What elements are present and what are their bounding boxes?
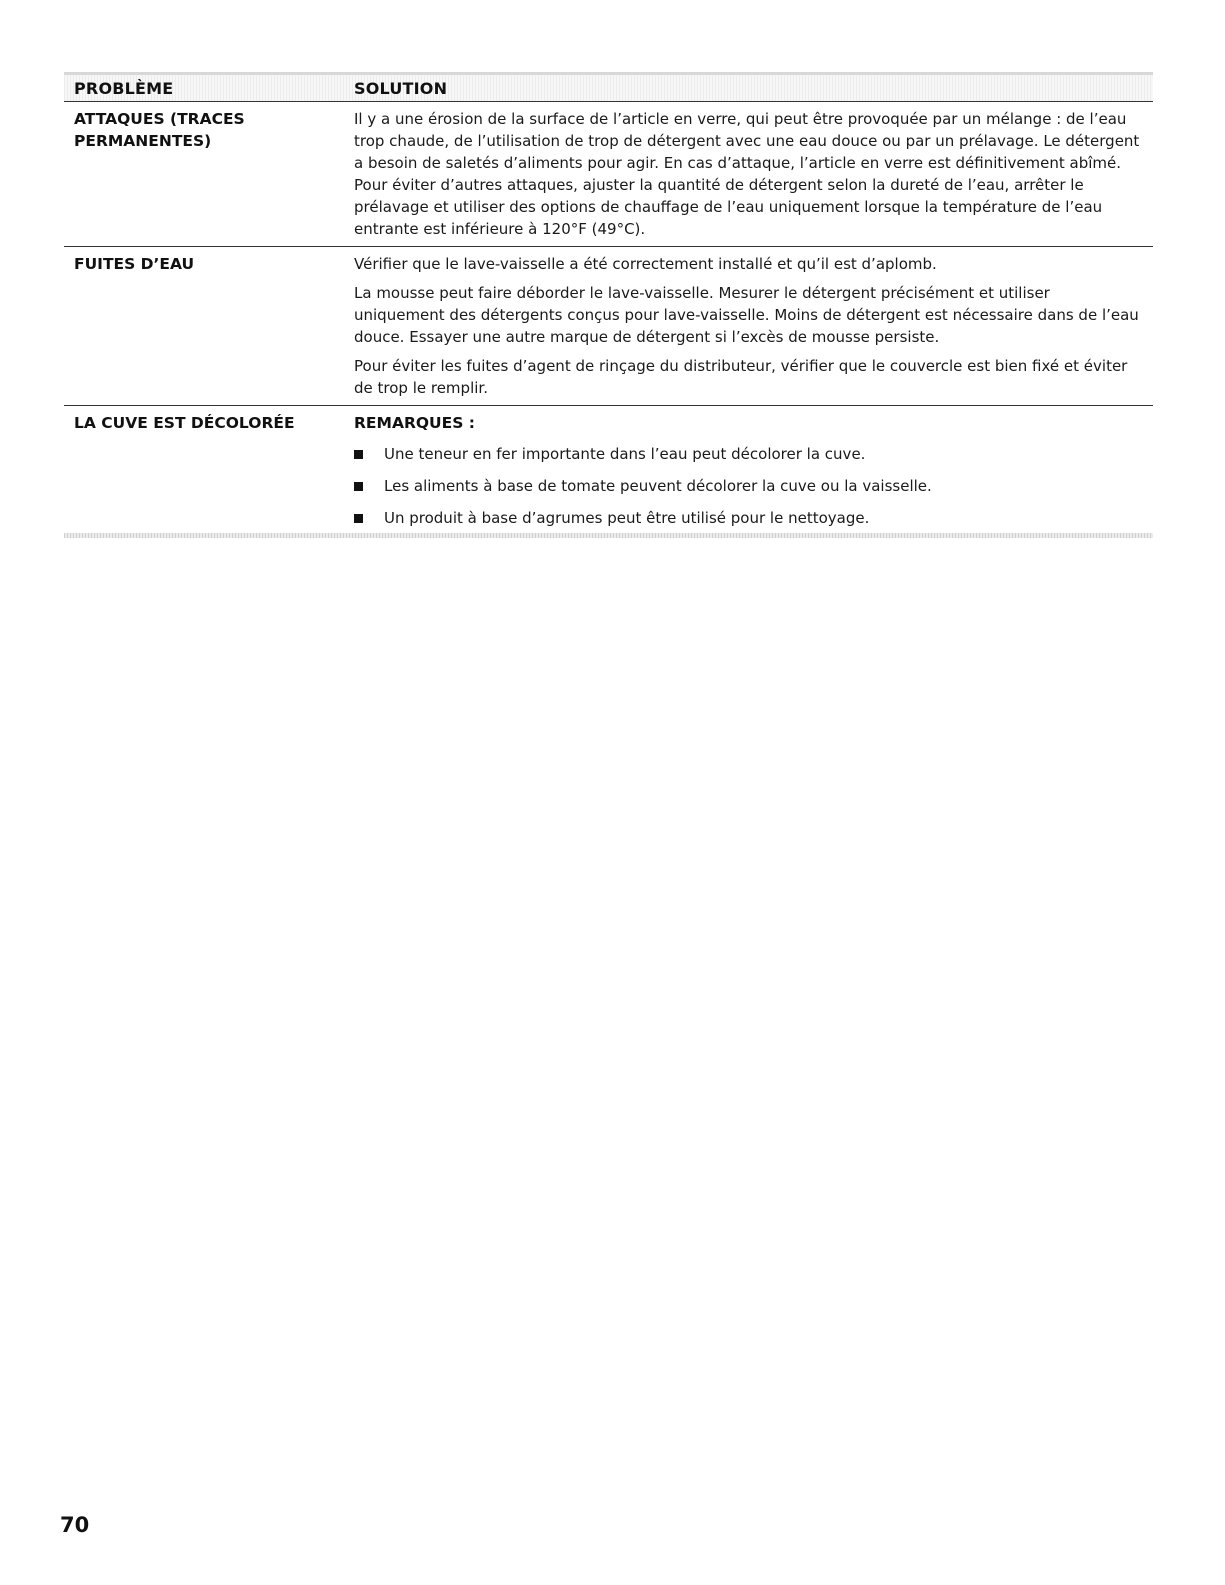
list-item	[354, 507, 1145, 529]
problem-tub-discolored: LA CUVE EST DÉCOLORÉE	[74, 414, 295, 432]
table-row-etching	[64, 102, 1153, 247]
square-bullet-icon	[354, 482, 363, 491]
square-bullet-icon	[354, 450, 363, 459]
troubleshooting-table	[64, 72, 1153, 538]
square-bullet-icon	[354, 514, 363, 523]
table-header	[64, 72, 1153, 102]
header-solution: SOLUTION	[354, 79, 448, 98]
header-problem: PROBLÈME	[74, 79, 174, 98]
bullet-text: Les aliments à base de tomate peuvent décolorer la cuve ou la vaisselle.	[384, 477, 932, 495]
table-bottom-rule	[64, 533, 1153, 538]
solution-paragraph: La mousse peut faire déborder le lave-vaisselle. Mesurer le détergent précisément et utiliser uniquement des détergents conçus pour lave-vaisselle. Moins de détergent est nécessaire dans de l’eau douce. Essayer une autre marque de détergent si l’excès de mousse persiste.	[354, 284, 1139, 346]
list-item	[354, 443, 1145, 465]
page-number: 70	[60, 1513, 90, 1537]
solution-etching	[354, 108, 1153, 240]
solution-paragraph: Vérifier que le lave-vaisselle a été correctement installé et qu’il est d’aplomb.	[354, 255, 937, 273]
notes-heading: REMARQUES :	[354, 414, 475, 432]
table-row-tub-discolored	[64, 406, 1153, 533]
solution-tub-discolored	[354, 412, 1153, 529]
bullet-text: Une teneur en fer importante dans l’eau peut décolorer la cuve.	[384, 445, 866, 463]
list-item	[354, 475, 1145, 497]
bullet-text: Un produit à base d’agrumes peut être utilisé pour le nettoyage.	[384, 509, 870, 527]
solution-water-leaks	[354, 253, 1153, 399]
problem-etching: ATTAQUES (TRACES PERMANENTES)	[74, 110, 245, 150]
table-row-water-leaks	[64, 247, 1153, 406]
solution-paragraph: Il y a une érosion de la surface de l’article en verre, qui peut être provoquée par un mélange : de l’eau trop chaude, de l’utilisation de trop de détergent avec une eau douce ou par un prélavage. Le détergent a besoin de saletés d’aliments pour agir. En cas d’attaque, l’article en verre est définitivement abîmé. Pour éviter d’autres attaques, ajuster la quantité de détergent selon la dureté de l’eau, arrêter le prélavage et utiliser des options de chauffage de l’eau uniquement lorsque la température de l’eau entrante est inférieure à 120°F (49°C).	[354, 110, 1140, 238]
problem-water-leaks: FUITES D’EAU	[74, 255, 195, 273]
solution-paragraph: Pour éviter les fuites d’agent de rinçage du distributeur, vérifier que le couvercle est bien fixé et éviter de trop le remplir.	[354, 357, 1128, 397]
